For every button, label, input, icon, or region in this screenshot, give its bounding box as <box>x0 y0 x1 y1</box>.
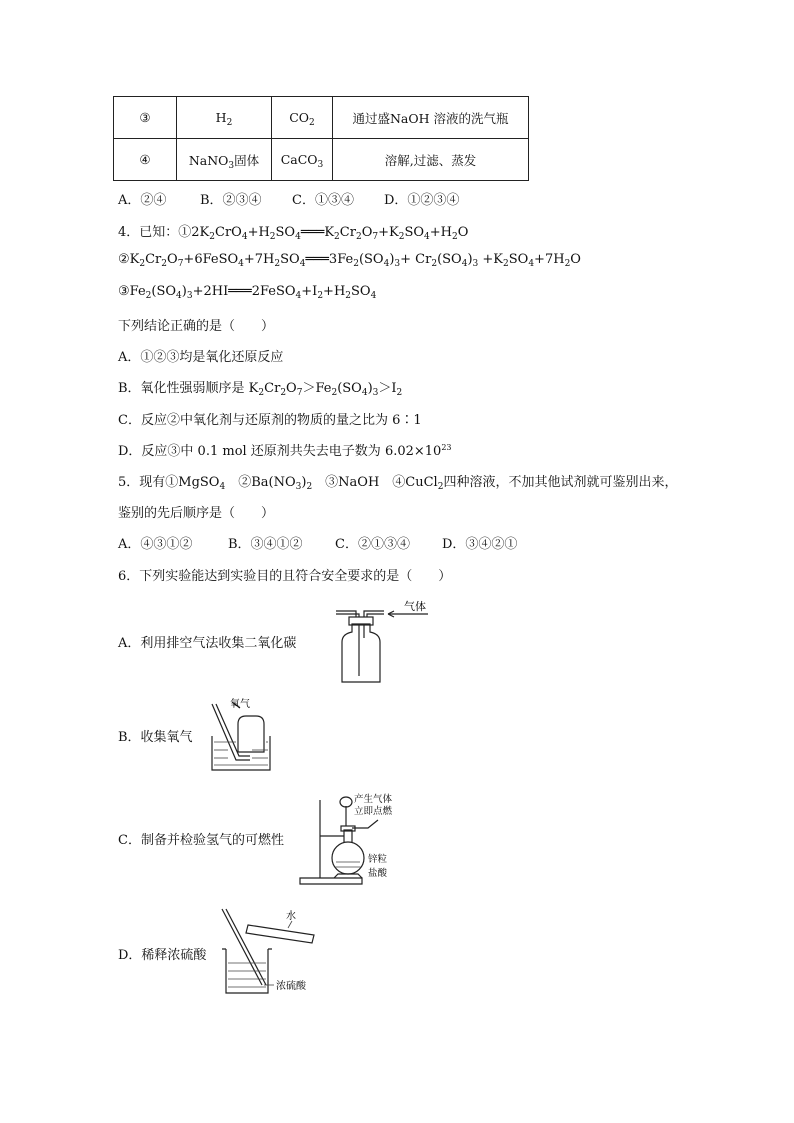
table-row <box>114 97 529 139</box>
q5-option-a: A．④③①② <box>118 537 193 552</box>
table-row <box>114 139 529 181</box>
impurity-cell: $CO_2$ <box>272 97 333 139</box>
q5-option-b: B．③④①② <box>228 537 303 552</box>
row-number: ④ <box>114 139 177 181</box>
row-number: ③ <box>114 97 177 139</box>
data-table <box>113 96 529 181</box>
substance-cell: $H_2$ <box>177 97 272 139</box>
q3-option-a: A．②④ <box>118 193 167 208</box>
dilute-acid-figure <box>218 905 336 997</box>
q6-option-b: B．收集氧气 <box>118 730 193 745</box>
method-cell: 溶解,过滤、蒸发 <box>333 139 529 181</box>
label-ignite: 立即点燃 <box>354 806 393 817</box>
label-gas: 气体 <box>404 600 426 613</box>
q5-option-d: D．③④②① <box>442 537 518 552</box>
q5-stem-line2: 鉴别的先后顺序是（ ） <box>118 506 275 521</box>
q4-option-d: D．反应③中 0.1 mol 还原剂共失去电子数为 $6.02\times 10^{23}$ <box>118 443 452 459</box>
label-water: 水 <box>286 911 296 922</box>
q4-option-a: A．①②③均是氧化还原反应 <box>118 350 284 365</box>
q4-option-c: C．反应②中氧化剂与还原剂的物质的量之比为 6∶1 <box>118 413 422 428</box>
q4-question: 下列结论正确的是（ ） <box>118 319 275 334</box>
hydrogen-apparatus-figure <box>298 790 418 890</box>
oxygen-collect-figure <box>208 696 278 774</box>
impurity-cell: CaCO$_3$ <box>272 139 333 181</box>
q3-option-d: D．①②③④ <box>384 193 460 208</box>
q6-stem: 6．下列实验能达到实验目的且符合安全要求的是（ ） <box>118 569 452 584</box>
q4-equation-3: $③Fe_2(SO_4)_3+2HI═══2FeSO_4+I_2+H_2SO_4$ <box>118 284 377 301</box>
q6-option-a: A．利用排空气法收集二氧化碳 <box>118 636 297 651</box>
label-gas-produced: 产生气体 <box>354 794 393 805</box>
q4-equation-1: 4．已知：$①2K_2CrO_4+H_2SO_4═══K_2Cr_2O_7+K_2SO_4+H_2O$ <box>118 225 469 242</box>
label-zinc: 锌粒 <box>368 854 388 865</box>
method-cell: 通过盛NaOH 溶液的洗气瓶 <box>333 97 529 139</box>
q3-option-c: C．①③④ <box>292 193 354 208</box>
q5-stem-line1: 5．现有①MgSO$_4$ $②Ba(NO_3)_2$ ③NaOH ④CuCl$_2$四种溶液，不加其他试剂就可鉴别出来， <box>118 475 678 492</box>
label-acid: 盐酸 <box>368 868 388 879</box>
q5-option-c: C．②①③④ <box>335 537 410 552</box>
q4-equation-2: $②K_2Cr_2O_7+6FeSO_4+7H_2SO_4═══3Fe_2(SO_4)_3+ Cr_2(SO_4)_3 +K_2SO_4+7H_2O$ <box>118 252 581 269</box>
gas-bottle-figure <box>328 598 438 686</box>
q6-option-c: C．制备并检验氢气的可燃性 <box>118 833 284 848</box>
substance-cell: NaNO$_3$固体 <box>177 139 272 181</box>
q4-option-b: B．氧化性强弱顺序是 $K_2Cr_2O_7>Fe_2(SO_4)_3>I_2$ <box>118 381 403 398</box>
q3-option-b: B．②③④ <box>200 193 262 208</box>
q6-option-d: D．稀释浓硫酸 <box>118 948 207 963</box>
label-oxygen: 氧气 <box>230 699 250 710</box>
label-conc-acid: 浓硫酸 <box>276 981 306 992</box>
